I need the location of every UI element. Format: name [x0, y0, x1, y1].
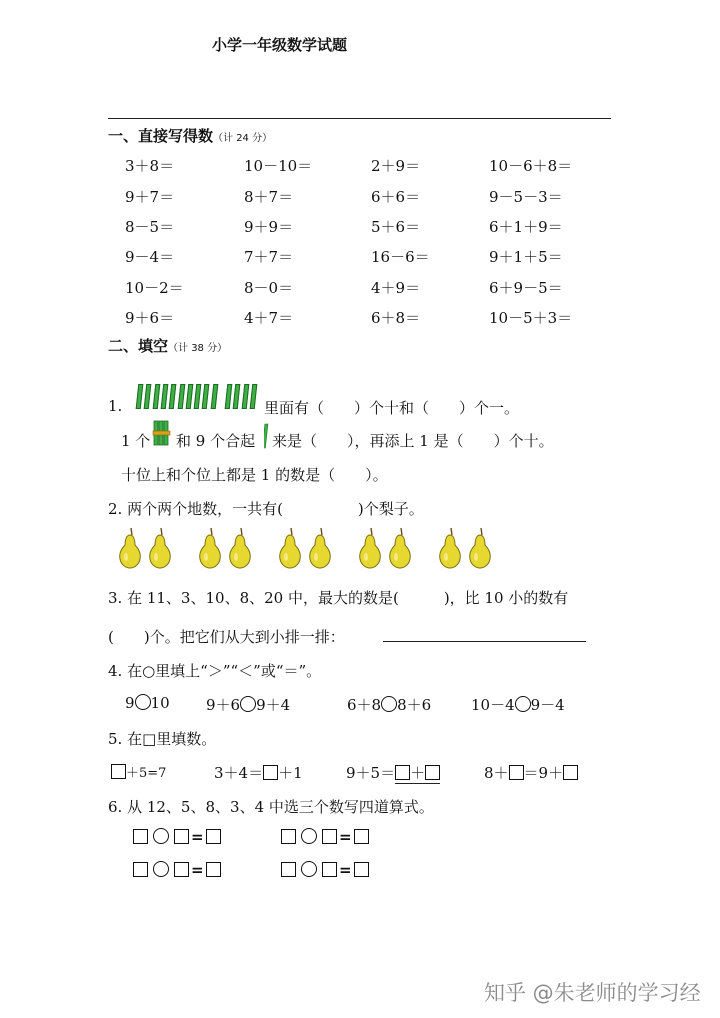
equation-item: 16－6＝	[371, 248, 430, 266]
equation-item: 4＋7＝	[244, 309, 294, 327]
equals-sign: =	[339, 861, 352, 879]
equation-item: 2＋9＝	[371, 157, 421, 175]
q4-item-1-left: 9	[125, 694, 135, 712]
header-rule	[108, 118, 611, 119]
equation-item: 9－5－3＝	[489, 188, 563, 206]
q5-item-3	[346, 762, 440, 784]
pear-icon	[468, 527, 492, 573]
q5-item-3-mid: ＋	[410, 764, 426, 782]
q4-item-1	[125, 694, 170, 712]
equation-item: 10－6＋8＝	[489, 157, 573, 175]
q4-item-2	[206, 694, 290, 715]
equation-item: 10－10＝	[244, 157, 313, 175]
q1-line2b: 和 9 个合起	[176, 432, 256, 450]
q4-item-4-left: 10－4	[471, 696, 515, 714]
q1-line2c: 来是（ ），再添上 1 是（ ）个十。	[272, 432, 554, 450]
equation-item: 7＋7＝	[244, 248, 294, 266]
equation-item: 8＋7＝	[244, 188, 294, 206]
operator-circle	[301, 861, 317, 877]
blank-box	[206, 862, 221, 877]
blank-box	[263, 765, 278, 780]
q4-item-1-right: 10	[150, 694, 170, 712]
equation-item: 9－4＝	[125, 248, 175, 266]
stick-icon	[233, 384, 241, 409]
stick-icon	[202, 384, 210, 409]
stick-icon	[152, 384, 160, 409]
blank-box	[133, 862, 148, 877]
equation-item: 6＋9－5＝	[489, 279, 563, 297]
equation-item: 9＋9＝	[244, 218, 294, 236]
section1-title: 一、直接写得数	[108, 127, 214, 145]
q2-text: 2. 两个两个地数，一共有( )个梨子。	[108, 500, 424, 518]
blank-box	[111, 764, 126, 779]
q3-line2: ( )个。把它们从大到小排一排：	[108, 628, 345, 646]
pear-icon	[388, 527, 412, 573]
equation-item: 9＋1＋5＝	[489, 248, 563, 266]
equation-item: 6＋6＝	[371, 188, 421, 206]
operator-circle	[153, 828, 169, 844]
blank-box	[206, 829, 221, 844]
section2-heading	[108, 335, 227, 356]
stick-icon	[144, 384, 152, 409]
q5-text: 5. 在□里填数。	[108, 730, 217, 748]
q5-item-2	[214, 762, 303, 783]
blank-box	[322, 862, 337, 877]
q1-number: 1.	[108, 397, 123, 415]
equation-item: 6＋1＋9＝	[489, 218, 563, 236]
stick-icon	[194, 384, 202, 409]
pear-icon	[278, 527, 302, 573]
q5-item-4-pre: 8＋	[484, 764, 509, 782]
blank-box	[425, 765, 440, 780]
q4-item-3-left: 6＋8	[347, 696, 382, 714]
equals-sign: =	[191, 861, 204, 879]
compare-circle	[240, 696, 256, 712]
q5-item-1-rest: ＋5=7	[126, 766, 167, 781]
compare-circle	[515, 696, 531, 712]
equals-sign: =	[339, 828, 352, 846]
equation-item: 3＋8＝	[125, 157, 175, 175]
q4-text: 4. 在○里填上“＞”“＜”或“＝”。	[108, 662, 322, 680]
q4-item-3	[347, 694, 431, 715]
blank-box	[174, 829, 189, 844]
equation-item: 9＋7＝	[125, 188, 175, 206]
stick-icon	[210, 384, 218, 409]
equation-item: 4＋9＝	[371, 279, 421, 297]
q6-equation-template	[281, 828, 369, 846]
equation-item: 8－0＝	[244, 279, 294, 297]
blank-box	[322, 829, 337, 844]
equation-item: 8－5＝	[125, 218, 175, 236]
blank-box	[281, 829, 296, 844]
section2-points: （计 38 分）	[168, 343, 228, 354]
q1-line3: 十位上和个位上都是 1 的数是（ ）。	[121, 466, 388, 484]
pear-icon	[308, 527, 332, 573]
equation-item: 10－5＋3＝	[489, 309, 573, 327]
blank-box	[174, 862, 189, 877]
watermark: 知乎 @朱老师的学习经	[484, 981, 701, 1005]
single-stick-icon	[264, 423, 270, 449]
q5-item-4	[484, 762, 578, 783]
pear-icon	[198, 527, 222, 573]
stick-icon	[250, 384, 258, 409]
blank-box	[509, 765, 524, 780]
q4-item-2-left: 9＋6	[206, 696, 241, 714]
section1-points: （计 24 分）	[213, 133, 273, 144]
q4-item-3-right: 8＋6	[397, 696, 432, 714]
q1-line1: 里面有（ ）个十和（ ）个一。	[264, 399, 520, 417]
equation-item: 5＋6＝	[371, 218, 421, 236]
q6-text: 6. 从 12、5、8、3、4 中选三个数写四道算式。	[108, 798, 434, 816]
blank-box	[354, 829, 369, 844]
operator-circle	[153, 861, 169, 877]
q5-item-3-pre: 9＋5＝	[346, 764, 396, 782]
q5-item-1	[111, 762, 166, 781]
pear-icon	[438, 527, 462, 573]
q5-item-2-pre: 3＋4＝	[214, 764, 264, 782]
pear-icon	[228, 527, 252, 573]
pear-icon	[118, 527, 142, 573]
q5-item-3-underlined	[395, 762, 440, 784]
equation-item: 6＋8＝	[371, 309, 421, 327]
section2-title: 二、填空	[108, 337, 169, 355]
stick-icon	[177, 384, 185, 409]
q4-item-4-right: 9－4	[530, 696, 565, 714]
stick-icon	[169, 384, 177, 409]
compare-circle	[135, 694, 151, 710]
q6-equation-template	[133, 861, 221, 879]
q3-answer-line	[383, 641, 586, 642]
q6-equation-template	[281, 861, 369, 879]
equation-item: 9＋6＝	[125, 309, 175, 327]
stick-icon	[241, 384, 249, 409]
bundle-icon	[152, 420, 172, 446]
equation-item: 10－2＝	[125, 279, 184, 297]
equals-sign: =	[191, 828, 204, 846]
pear-icon	[148, 527, 172, 573]
q3-line1: 3. 在 11、3、10、8、20 中，最大的数是( )，比 10 小的数有	[108, 589, 569, 607]
compare-circle	[381, 696, 397, 712]
section1-heading	[108, 125, 272, 146]
stick-icon	[161, 384, 169, 409]
pear-icon	[358, 527, 382, 573]
q4-item-2-right: 9＋4	[256, 696, 291, 714]
operator-circle	[301, 828, 317, 844]
blank-box	[133, 829, 148, 844]
blank-box	[354, 862, 369, 877]
q4-item-4	[471, 694, 565, 715]
q6-equation-template	[133, 828, 221, 846]
blank-box	[395, 765, 410, 780]
page-title: 小学一年级数学试题	[212, 36, 348, 54]
blank-box	[281, 862, 296, 877]
stick-icon	[136, 384, 144, 409]
stick-icon	[185, 384, 193, 409]
q5-item-4-mid: ＝9＋	[523, 764, 564, 782]
stick-icon	[225, 384, 233, 409]
blank-box	[563, 765, 578, 780]
q5-item-2-post: ＋1	[278, 764, 303, 782]
q1-line2a: 1 个	[121, 432, 151, 450]
